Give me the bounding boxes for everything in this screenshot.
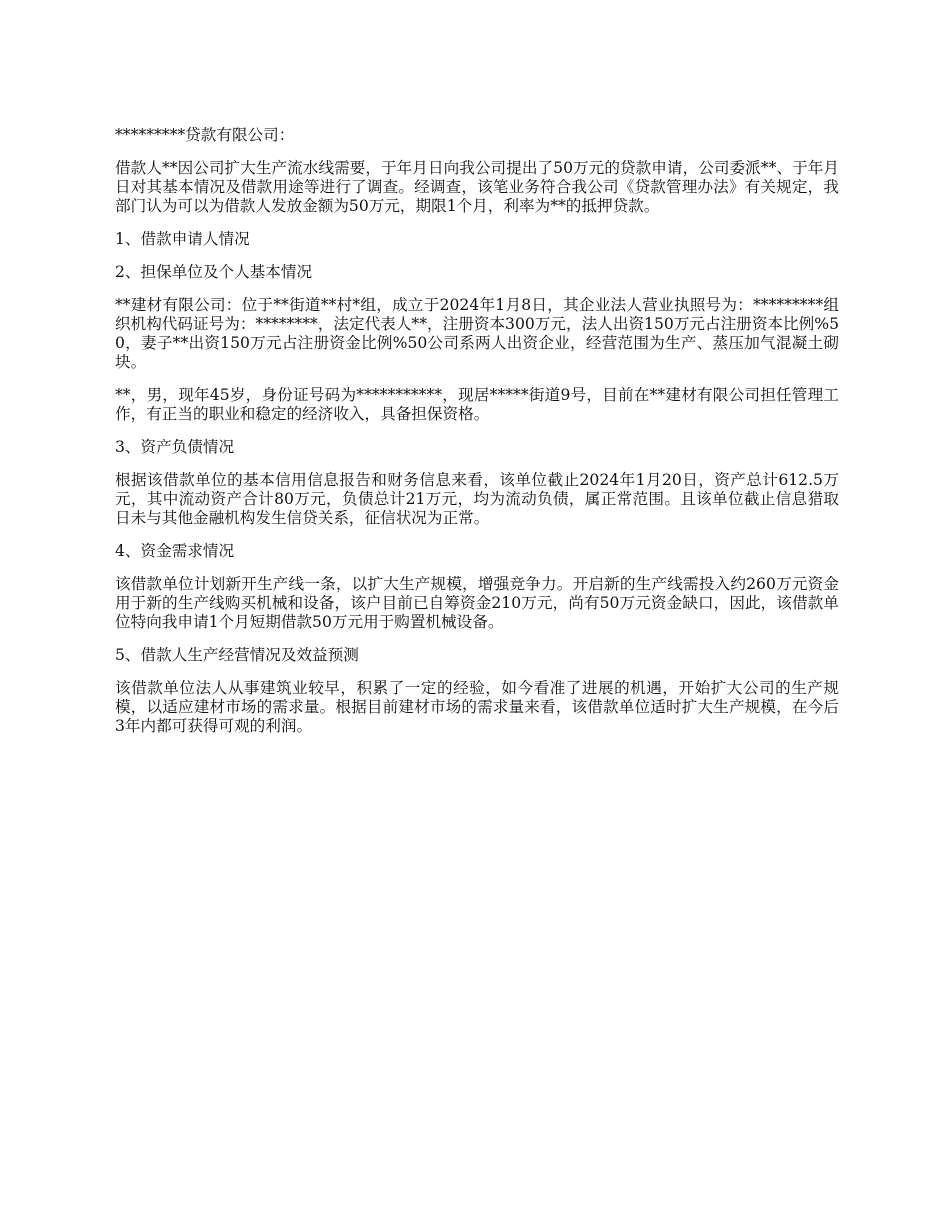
guarantor-company-paragraph: **建材有限公司：位于**街道**村*组，成立于2024年1月8日，其企业法人营业执照号为：*********组织机构代码证号为：********，法定代表人**，注册资本300万元，法人出资150万元占注册资本比例%50，妻子**出资150万元占注册资金比例%50公司系两人出资企业，经营范围为生产、蒸压加气混凝土砌块。 (115, 296, 839, 371)
assets-liabilities-paragraph: 根据该借款单位的基本信用信息报告和财务信息来看，该单位截止2024年1月20日，资产总计612.5万元，其中流动资产合计80万元，负债总计21万元，均为流动负债，属正常范围。且该单位截止信息猎取日未与其他金融机构发生信贷关系，征信状况为正常。 (115, 471, 839, 527)
operations-forecast-paragraph: 该借款单位法人从事建筑业较早，积累了一定的经验，如今看准了进展的机遇，开始扩大公司的生产规模，以适应建材市场的需求量。根据目前建材市场的需求量来看，该借款单位适时扩大生产规模，在今后3年内都可获得可观的利润。 (115, 679, 839, 735)
intro-paragraph: 借款人**因公司扩大生产流水线需要，于年月日向我公司提出了50万元的贷款申请，公司委派**、于年月日对其基本情况及借款用途等进行了调查。经调查，该笔业务符合我公司《贷款管理办法》有关规定，我部门认为可以为借款人发放金额为50万元，期限1个月，利率为**的抵押贷款。 (115, 159, 839, 215)
section-heading-1: 1、借款申请人情况 (115, 230, 250, 248)
section-heading-2: 2、担保单位及个人基本情况 (115, 263, 313, 281)
section-heading-4: 4、资金需求情况 (115, 542, 235, 560)
section-heading-3: 3、资产负债情况 (115, 438, 235, 456)
section-heading-5: 5、借款人生产经营情况及效益预测 (115, 646, 359, 664)
document-body (115, 126, 839, 750)
funding-needs-paragraph: 该借款单位计划新开生产线一条，以扩大生产规模，增强竞争力。开启新的生产线需投入约260万元资金用于新的生产线购买机械和设备，该户目前已自筹资金210万元，尚有50万元资金缺口，因此，该借款单位特向我申请1个月短期借款50万元用于购置机械设备。 (115, 575, 839, 631)
salutation: *********贷款有限公司： (115, 126, 295, 144)
guarantor-person-paragraph: **，男，现年45岁，身份证号码为***********，现居*****街道9号，目前在**建材有限公司担任管理工作，有正当的职业和稳定的经济收入，具备担保资格。 (115, 386, 839, 423)
